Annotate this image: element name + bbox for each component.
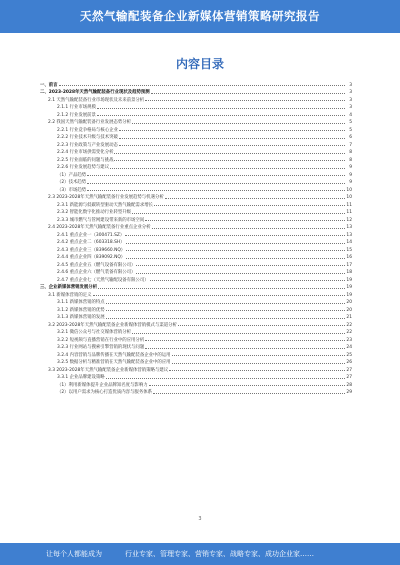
toc-entry[interactable] [40,320,352,328]
toc-entry-label: 2.4.4 重点企业四（839092.NQ） [57,255,126,260]
toc-dot-leader [151,92,345,94]
toc-entry-page: 12 [346,217,352,223]
toc-entry[interactable] [40,110,352,118]
toc-entry-label: 2.3.2 智能化数字化推动行业转型升级 [57,210,132,215]
toc-dot-leader [150,279,345,281]
toc-entry-page: 18 [346,270,352,275]
toc-entry[interactable] [40,365,352,373]
toc-dot-leader [119,137,345,139]
toc-dot-leader [145,219,345,221]
toc-entry-page: 20 [346,307,352,313]
toc-entry[interactable] [40,388,352,396]
toc-entry-label: 2.2 我国天然气输配装备行业发展态势分析 [48,120,132,125]
toc-entry-page: 14 [346,240,352,245]
toc-entry[interactable] [40,253,352,261]
toc-entry-page: 19 [346,277,352,283]
toc-entry[interactable] [40,215,352,223]
toc-entry-page: 15 [346,247,352,253]
toc-entry-label: 2.1.2 行业发展前景 [57,112,96,118]
toc-entry-label: 二、2023-2028年天然气输配装备行业现状及趋势预测 [40,90,150,95]
toc-entry-page: 19 [346,285,352,290]
toc-entry-page: 13 [346,232,352,238]
toc-entry-page: 6 [349,135,352,140]
toc-dot-leader [93,294,345,296]
toc-dot-leader [126,242,345,244]
toc-entry-label: （3）市场趋势 [57,187,87,193]
toc-entry[interactable] [40,275,352,283]
toc-entry-label: 3.2.4 内容营销与品牌传播在天然气输配装备企业中的运用 [57,352,171,358]
toc-entry[interactable] [40,185,352,193]
toc-entry-label: 2.3.3 城市燃气与管网建设带来新的市场空间 [57,217,145,223]
toc-entry[interactable] [40,373,352,381]
toc-entry-label: 2.2.6 行业发展趋势与建议 [57,165,110,170]
toc-entry-label: 2.4.7 重点企业七（天然气输配设备有限公司） [57,277,149,283]
toc-title: 内容目录 [175,57,224,71]
toc-entry-page: 5 [349,120,352,125]
toc-entry-page: 3 [349,97,352,103]
toc-entry-label: （2）以用户需求为核心打造优质内容与服务体系 [57,390,152,395]
toc-dot-leader [110,167,345,169]
toc-dot-leader [106,309,345,311]
report-title: 天然气输配装备企业新媒体营销策略研究报告 [80,9,320,23]
toc-entry-label: 2.2.5 行业面临的问题与挑战 [57,157,114,163]
toc-dot-leader [149,384,345,386]
toc-entry-label: 3.2.2 短视频与直播营销在行业中的应用分析 [57,337,145,343]
page-number: 3 [198,516,202,522]
toc-entry[interactable] [40,155,352,163]
toc-dot-leader [106,317,345,319]
toc-entry[interactable] [40,193,352,201]
toc-entry[interactable] [40,290,352,298]
toc-dot-leader [154,204,345,206]
toc-entry[interactable] [40,298,352,306]
toc-entry-page: 25 [346,352,352,358]
toc-entry[interactable] [40,350,352,358]
toc-entry-page: 19 [346,292,352,298]
toc-entry-label: 3.1.2 新媒体营销的优势 [57,307,105,313]
toc-entry-label: 2.4 2023-2028年天然气输配装备行业重点企业分析 [48,225,151,230]
toc-dot-leader [136,264,345,266]
toc-dot-leader [126,257,345,259]
toc-entry[interactable] [40,230,352,238]
toc-dot-leader [152,227,345,229]
toc-dot-leader [87,189,345,191]
toc-entry-label: 2.4.2 重点企业二（603318.SH） [57,240,125,245]
toc-dot-leader [119,144,345,146]
toc-dot-leader [114,152,345,154]
toc-entry-page: 27 [346,367,352,373]
toc-entry-label: 2.4.3 重点企业三（839660.NQ） [57,247,126,253]
toc-entry-page: 29 [346,390,352,395]
toc-entry-page: 11 [346,210,352,215]
toc-dot-leader [136,272,345,274]
toc-dot-leader [106,377,345,379]
toc-entry-label: （1）产品趋势 [57,172,87,178]
footer-slogan: 让每个人都能成为 [46,550,102,558]
toc-entry[interactable] [40,80,352,88]
toc-entry-page: 9 [349,180,352,185]
toc-dot-leader [132,122,345,124]
toc-entry[interactable] [40,103,352,111]
toc-entry-label: 2.2.4 行业市场供需变化分析 [57,150,114,155]
toc-entry[interactable] [40,178,352,186]
toc-entry-page: 24 [346,345,352,350]
toc-entry-label: 2.3 2023-2028年天然气输配装备行业发展趋势与机遇分析 [48,195,164,200]
toc-dot-leader [126,249,345,251]
toc-entry-label: 2.4.5 重点企业五（燃气设备有限公司） [57,262,136,268]
toc-entry-page: 9 [349,165,352,170]
toc-entry[interactable] [40,200,352,208]
header-bar [0,0,400,33]
toc-dot-leader [172,354,345,356]
toc-entry-label: 2.2.1 行业竞争格局与核心企业 [57,127,118,133]
toc-dot-leader [97,107,345,109]
toc-dot-leader [153,392,345,394]
toc-entry-page: 20 [346,300,352,305]
toc-entry-label: 2.2.3 行业政策与产业发展动态 [57,142,118,148]
toc-dot-leader [178,324,345,326]
toc-entry[interactable] [40,305,352,313]
toc-entry-page: 10 [346,187,352,193]
footer-bar [0,543,400,565]
toc-entry-label: 2.3.1 新能源与低碳转型驱动天然气输配需求增长 [57,202,153,208]
toc-entry-page: 17 [346,262,352,268]
toc-entry-page: 11 [346,202,352,208]
toc-entry-label: 3.2.5 数据分析与精准营销在天然气输配装备企业中的应用 [57,360,171,365]
toc-dot-leader [132,212,345,214]
toc-entry[interactable] [40,223,352,231]
toc-entry-label: 3.3.1 企业品牌建设策略 [57,375,105,380]
toc-entry-page: 4 [349,112,352,118]
toc-dot-leader [165,197,345,199]
toc-entry[interactable] [40,380,352,388]
toc-entry[interactable] [40,358,352,366]
toc-entry-page: 9 [349,172,352,178]
toc-entry-label: 3.1.3 新媒体营销的发展 [57,315,105,320]
toc-entry-page: 13 [346,225,352,230]
toc-entry[interactable] [40,343,352,351]
toc-dot-leader [87,182,345,184]
toc-entry-label: 一、前言 [40,82,58,88]
toc-entry-page: 3 [349,105,352,110]
toc-dot-leader [145,99,345,101]
toc-dot-leader [145,347,345,349]
toc-entry-label: 3.2 2023-2028年天然气输配装备企业新媒体营销模式与渠道分析 [48,322,177,328]
toc-entry[interactable] [40,140,352,148]
toc-entry-label: 3.1 新媒体营销的定义 [48,292,92,298]
toc-entry[interactable] [40,313,352,321]
toc-entry-page: 26 [346,360,352,365]
toc-dot-leader [145,339,345,341]
toc-entry-label: 2.4.6 重点企业六（燃气装备有限公司） [57,270,136,275]
toc-entry[interactable] [40,208,352,216]
toc-entry-label: 2.2.2 行业技术升级与技术突破 [57,135,118,140]
toc-entry-page: 3 [349,90,352,95]
toc-dot-leader [172,362,345,364]
table-of-contents [40,80,352,395]
toc-entry-label: 3.3 2023-2028年天然气输配装备企业新媒体营销策略与建议 [48,367,169,373]
toc-entry-label: 2.1 天然气输配装备行业市场现状及未来前景分析 [48,97,145,103]
toc-entry[interactable] [40,328,352,336]
toc-entry[interactable] [40,283,352,291]
toc-entry-label: 3.2.1 微信公众号与社交媒体营销分析 [57,330,132,335]
toc-entry-page: 21 [346,315,352,320]
toc-entry-page: 28 [346,382,352,388]
toc-dot-leader [119,129,345,131]
toc-entry[interactable] [40,268,352,276]
toc-entry-page: 23 [346,337,352,343]
toc-dot-leader [114,159,345,161]
toc-entry[interactable] [40,260,352,268]
toc-dot-leader [97,114,345,116]
toc-entry[interactable] [40,118,352,126]
toc-dot-leader [98,287,345,289]
toc-entry-page: 10 [346,195,352,200]
toc-entry[interactable] [40,238,352,246]
toc-entry-page: 5 [349,127,352,133]
toc-entry-page: 3 [349,82,352,88]
toc-entry-page: 22 [346,330,352,335]
toc-entry-page: 8 [349,157,352,163]
toc-entry[interactable] [40,133,352,141]
toc-entry-page: 8 [349,150,352,155]
toc-dot-leader [59,84,345,86]
toc-entry-label: 3.1.1 新媒体营销的特点 [57,300,105,305]
toc-dot-leader [106,302,345,304]
toc-entry[interactable] [40,335,352,343]
toc-entry[interactable] [40,245,352,253]
toc-entry[interactable] [40,88,352,96]
toc-entry[interactable] [40,95,352,103]
toc-entry-page: 27 [346,375,352,380]
toc-dot-leader [87,174,345,176]
toc-dot-leader [125,234,345,236]
toc-dot-leader [169,369,345,371]
toc-entry-label: （2）技术趋势 [57,180,87,185]
footer-tagline: 行业专家、管理专家、营销专家、战略专家、成功企业家…… [125,550,314,558]
toc-entry-label: 2.4.1 重点企业一（300471.SZ） [57,232,125,238]
toc-entry[interactable] [40,163,352,171]
toc-entry-label: （1）利用新媒体提升企业品牌知名度与影响力 [57,382,148,388]
toc-entry-label: 三、企业新媒体营销发展分析 [40,285,98,290]
toc-entry-label: 2.1.1 行业市场规模 [57,105,96,110]
toc-dot-leader [132,332,345,334]
toc-entry[interactable] [40,170,352,178]
toc-entry[interactable] [40,125,352,133]
toc-entry[interactable] [40,148,352,156]
toc-entry-label: 3.2.3 行业网站与搜索引擎营销的现状与问题 [57,345,145,350]
toc-entry-page: 22 [346,322,352,328]
toc-entry-page: 7 [349,142,352,148]
toc-entry-page: 16 [346,255,352,260]
